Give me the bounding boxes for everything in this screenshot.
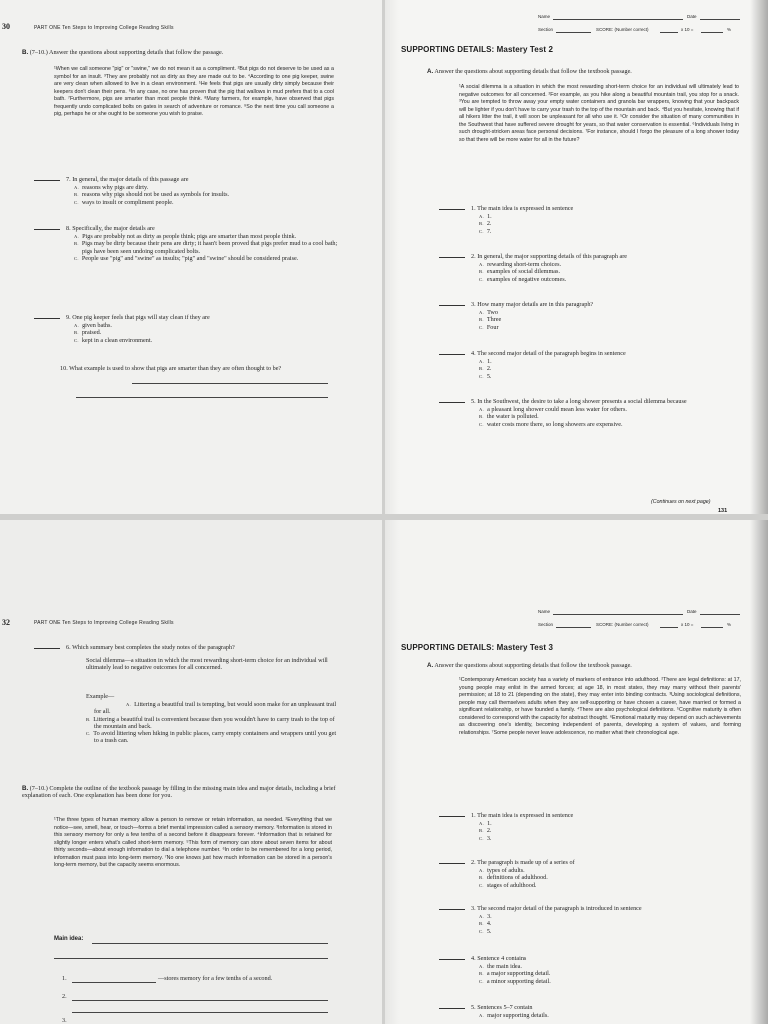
- section-label: B.: [22, 49, 29, 56]
- name-field[interactable]: [553, 614, 683, 615]
- outline-item-2: 2.: [62, 993, 67, 1000]
- option-c: C. water costs more there, so long showers are expensive.: [479, 420, 623, 428]
- option-b: B. 2.: [479, 220, 492, 227]
- question-3: 3. The second major detail of the paragraph is introduced in sentence A. 3. B. 4. C. 5.: [439, 905, 744, 935]
- study-note: Social dilemma—a situation in which the most rewarding short-term choice for an individual will ultimately lead to negative outcomes for all concerned.: [86, 657, 328, 672]
- option-a: A. given baths.: [74, 321, 112, 329]
- name-label: Name: [538, 609, 551, 614]
- question-1: 1. The main idea is expressed in sentence A. 1. B. 2. C. 3.: [439, 812, 739, 842]
- score-total-field[interactable]: [701, 32, 723, 33]
- answer-blank[interactable]: [439, 354, 465, 355]
- question-5: 5. Sentences 5–7 contain A. major supporting details.: [439, 1004, 739, 1019]
- continues-note: (Continues on next page): [651, 499, 711, 505]
- section-field[interactable]: [556, 32, 591, 33]
- score-field[interactable]: [660, 32, 678, 33]
- page-number: 30: [2, 22, 10, 31]
- page-number: 131: [718, 508, 728, 514]
- question-9: 9. One pig keeper feels that pigs will stay clean if they are A. given baths. B. praised. C. kept in a clean environment.: [34, 314, 364, 344]
- option-b: B. 4.: [479, 920, 492, 927]
- passage: ¹Contemporary American society has a variety of markers of entrance into adulthood. ²There are legal definitions: at 17, young people may enlist in the armed forces; at age 18, in most states, they may marry without their parents' permission; at 18 to 21 (depending on the state), they may enter into binding contracts. ³Using sociological definitions, people may call themselves adults when they are self-supporting or have chosen a career, have married or formed a significant relationship, or have founded a family. ⁴There are also psychological definitions. ⁵Cognitive maturity is often considered to correspond with the capacity for abstract thought. ⁶Emotional maturity may depend on such achievements as discovering one's identity, becoming independent of parents, developing a system of values, and forming relationships. ⁷Some people never leave adolescence, no matter what their chronological age.: [459, 677, 741, 736]
- date-label: Date: [687, 609, 697, 614]
- options: [439, 820, 739, 843]
- answer-blank[interactable]: [439, 257, 465, 258]
- question-5: 5. In the Southwest, the desire to take a long shower presents a social dilemma because A. a pleasant long shower could mean less water for others. B. the water is polluted. C. water costs more there, so long showers are expensive.: [439, 398, 744, 428]
- option-b: B. Three: [479, 316, 502, 323]
- option-b: B. a major supporting detail.: [479, 970, 551, 977]
- section-label: Section: [538, 27, 554, 32]
- option-c: C. 7.: [479, 227, 492, 235]
- section-b-instructions: [22, 49, 367, 56]
- section-a-instructions: A. Answer the questions about supporting details that follow the textbook passage.: [427, 662, 632, 669]
- options: [439, 913, 744, 936]
- page-32: [0, 520, 382, 1024]
- page-number: 32: [2, 618, 10, 627]
- question-1: 1. The main idea is expressed in sentence A. 1. B. 2. C. 7.: [439, 205, 739, 235]
- example-label: Example—: [86, 693, 115, 700]
- option-c: C. 3.: [479, 834, 492, 842]
- option-b: B. definitions of adulthood.: [479, 874, 548, 881]
- answer-blank[interactable]: [439, 402, 465, 403]
- option-b: B. the water is polluted.: [479, 413, 539, 420]
- name-label: Name: [538, 14, 551, 19]
- options: [439, 867, 739, 890]
- answer-blank[interactable]: [439, 816, 465, 817]
- question-10: 10. What example is used to show that pigs are smarter than they are often thought to be?: [60, 365, 282, 372]
- option-a: A. a pleasant long shower could mean less water for others.: [479, 405, 627, 413]
- option-c: C. a minor supporting detail.: [479, 977, 551, 985]
- option-b: B. praised.: [74, 329, 102, 336]
- percent-sign: %: [727, 27, 732, 32]
- option-a: A. 1.: [479, 212, 492, 220]
- option-c: C. 5.: [479, 927, 492, 935]
- option-a: A. Pigs are probably not as dirty as people think; pigs are smarter than most people think.: [74, 232, 297, 240]
- option-a: A. 1.: [479, 357, 492, 365]
- option-c: C. 5.: [479, 372, 492, 380]
- option-a: A. reasons why pigs are dirty.: [74, 183, 149, 191]
- options: [439, 963, 739, 986]
- outline-field-1[interactable]: [72, 982, 156, 983]
- main-idea-field[interactable]: [92, 943, 328, 944]
- option-a: A. the main idea.: [479, 962, 522, 970]
- answer-blank[interactable]: [34, 229, 60, 230]
- name-field[interactable]: [553, 19, 683, 20]
- option-a: A. Littering a beautiful trail is tempting, but would soon make for an unpleasant trail for all.: [94, 701, 337, 716]
- answer-blank[interactable]: [34, 180, 60, 181]
- score-label: SCORE: (Number correct): [596, 27, 649, 32]
- passage: ¹When we call someone "pig" or "swine," we do not mean it as a compliment. ²But pigs do not deserve to be used as a symbol for an insult. ³They are probably not as dirty as they are made out to be. ⁴According to one pig keeper, swine are very clean when allowed to live in a clean environment. ⁵He feels that pigs are usually dirty simply because their keepers don't clean their pens. ⁶In any case, no one has proven that the pig that wallows in mud prefers that to a cool bath. ⁷Furthermore, pigs are smarter than most people think. ⁸Many farmers, for example, have observed that pigs frequently undo complicated bolts on gates in search of adventure or romance. ⁹So the next time you call someone a pig, perhaps he or she ought to be someone you wish to praise.: [54, 66, 334, 117]
- score-multiplier: x 10 =: [681, 27, 694, 32]
- outline-field-2[interactable]: [72, 1000, 328, 1001]
- options: [439, 1012, 739, 1020]
- date-field[interactable]: [700, 19, 740, 20]
- question-2: 2. The paragraph is made up of a series of A. types of adults. B. definitions of adulthood. C. stages of adulthood.: [439, 859, 739, 889]
- option-a: A. major supporting details.: [479, 1011, 549, 1019]
- answer-line[interactable]: [76, 397, 328, 398]
- main-idea-field-2[interactable]: [54, 958, 328, 959]
- date-field[interactable]: [700, 614, 740, 615]
- question-2: 2. In general, the major supporting details of this paragraph are A. rewarding short-term choices. B. examples of social dilemmas. C. examples of negative outcomes.: [439, 253, 739, 283]
- option-b: B. 2.: [479, 827, 492, 834]
- page-131: [385, 0, 768, 514]
- answer-blank[interactable]: [439, 863, 465, 864]
- options: [439, 213, 739, 236]
- answer-blank[interactable]: [439, 959, 465, 960]
- section-b-instructions: B. (7–10.) Complete the outline of the textbook passage by filling in the missing main idea and major details, including a brief explanation of each. One explanation has been done for you.: [22, 785, 336, 800]
- test-title: SUPPORTING DETAILS: Mastery Test 2: [401, 45, 554, 54]
- section-a-instructions: A. Answer the questions about supporting details that follow the textbook passage.: [427, 68, 632, 75]
- answer-blank[interactable]: [34, 648, 60, 649]
- options: [34, 184, 364, 207]
- percent-sign: %: [727, 622, 732, 627]
- section-field[interactable]: [556, 627, 591, 628]
- option-c: C. kept in a clean environment.: [74, 336, 153, 344]
- answer-blank[interactable]: [34, 318, 60, 319]
- question-4: 4. The second major detail of the paragraph begins in sentence A. 1. B. 2. C. 5.: [439, 350, 739, 380]
- answer-line[interactable]: [132, 383, 328, 384]
- answer-blank[interactable]: [439, 1008, 465, 1009]
- date-label: Date: [687, 14, 697, 19]
- option-b: B. 2.: [479, 365, 492, 372]
- outline-item-1-text: —stores memory for a few tenths of a second.: [158, 975, 273, 982]
- option-a: A. 1.: [479, 819, 492, 827]
- score-multiplier: x 10 =: [681, 622, 694, 627]
- instructions-text: (7–10.) Answer the questions about supporting details that follow the passage.: [29, 49, 224, 56]
- page-mastery-test-3: [385, 520, 768, 1024]
- question-7: 7. In general, the major details of this passage are A. reasons why pigs are dirty. B. reasons why pigs should not be used as symbols for insults. C. ways to insult or compliment people.: [34, 176, 364, 206]
- option-a: A. Two: [479, 308, 498, 316]
- option-c: C. ways to insult or compliment people.: [74, 198, 174, 206]
- outline-field-2b[interactable]: [72, 1012, 328, 1013]
- answer-blank[interactable]: [439, 305, 465, 306]
- options: [439, 406, 744, 429]
- answer-blank[interactable]: [439, 209, 465, 210]
- question-8: 8. Specifically, the major details are A. Pigs are probably not as dirty as people think; pigs are smarter than most people think. B. Pigs may be dirty because their pens are dirty; it hasn't been proved that pigs prefer mud to a cool bath; pigs have been seen undoing complicated bolts. C. People use "pig" and "swine" as insults; "pig" and "swine" should be considered praise.: [34, 225, 339, 263]
- options: [34, 233, 339, 263]
- option-c: C. To avoid littering when hiking in public places, carry empty containers and wrappers until you get to a trash can.: [86, 730, 337, 745]
- option-c: C. Four: [479, 323, 499, 331]
- option-c: C. stages of adulthood.: [479, 881, 537, 889]
- option-a: A. 3.: [479, 912, 492, 920]
- option-b: B. Pigs may be dirty because their pens are dirty; it hasn't been proved that pigs prefer mud to a cool bath; pigs have been seen undoing complicated bolts.: [74, 240, 338, 255]
- options: [439, 358, 739, 381]
- options: [34, 322, 364, 345]
- running-head: PART ONE Ten Steps to Improving College Reading Skills: [34, 25, 174, 31]
- option-a: A. types of adults.: [479, 866, 525, 874]
- option-b: B. Littering a beautiful trail is convenient because then you wouldn't have to carry trash to the top of the mountain and back.: [86, 715, 335, 730]
- passage: ¹The three types of human memory allow a person to remove or retain information, as needed. ²Everything that we notice—see, smell, hear, or touch—forms a brief mental impression called a sensory memory. ³Information is stored in this sensory memory for only a few tenths of a second before it disappears forever. ⁴Information that is retained for slightly longer enters what's called short-term memory. ⁵This form of memory can store about seven items for about thirty seconds—about enough information to dial a telephone number. ⁶In order to be remembered for a long period, information must pass into long-term memory. ⁷No one knows just how much information can be stored in a person's long-term memory, but the capacity seems enormous.: [54, 817, 332, 868]
- page-30: [0, 0, 382, 514]
- question-6: 6. Which summary best completes the study notes of the paragraph?: [34, 644, 334, 652]
- outline-item-3: 3.: [62, 1017, 67, 1024]
- option-c: C. People use "pig" and "swine" as insults; "pig" and "swine" should be considered praise.: [74, 255, 299, 262]
- main-idea-label: Main idea:: [54, 936, 84, 942]
- answer-blank[interactable]: [439, 909, 465, 910]
- score-label: SCORE: (Number correct): [596, 622, 649, 627]
- outline-item-1: 1.: [62, 975, 67, 982]
- score-field[interactable]: [660, 627, 678, 628]
- passage: ¹A social dilemma is a situation in which the most rewarding short-term choice for an individual will ultimately lead to negative outcomes for all concerned. ²For example, as you hike along a beautiful mountain trail, you stop for a snack. ³You are tempted to throw away your empty water containers and granola bar wrappers, knowing that your backpack will be lighter if you don't have to carry your trash to the top of the mountain and back. ⁴But you hesitate, knowing that if all hikers litter the trail, it will soon be unpleasant for all who use it. ⁵Or consider the situation of many communities in the Southwest that have suffered severe drought for years, so that water conservation is essential. ⁶Individuals living in such drought-stricken areas face personal decisions. ⁷For instance, should I forgo the pleasure of a long shower today so that there will be more water for all in the future?: [459, 84, 739, 143]
- options: [439, 261, 739, 284]
- question-4: 4. Sentence 4 contains A. the main idea. B. a major supporting detail. C. a minor supporting detail.: [439, 955, 739, 985]
- option-c: C. examples of negative outcomes.: [479, 275, 567, 283]
- question-3: 3. How many major details are in this paragraph? A. Two B. Three C. Four: [439, 301, 739, 331]
- option-a: A. rewarding short-term choices.: [479, 260, 562, 268]
- score-total-field[interactable]: [701, 627, 723, 628]
- running-head: PART ONE Ten Steps to Improving College Reading Skills: [34, 620, 174, 626]
- option-b: B. examples of social dilemmas.: [479, 268, 561, 275]
- options: [439, 309, 739, 332]
- section-label: Section: [538, 622, 554, 627]
- question-6-options: [86, 701, 338, 745]
- option-b: B. reasons why pigs should not be used as symbols for insults.: [74, 191, 230, 198]
- test-title: SUPPORTING DETAILS: Mastery Test 3: [401, 643, 554, 652]
